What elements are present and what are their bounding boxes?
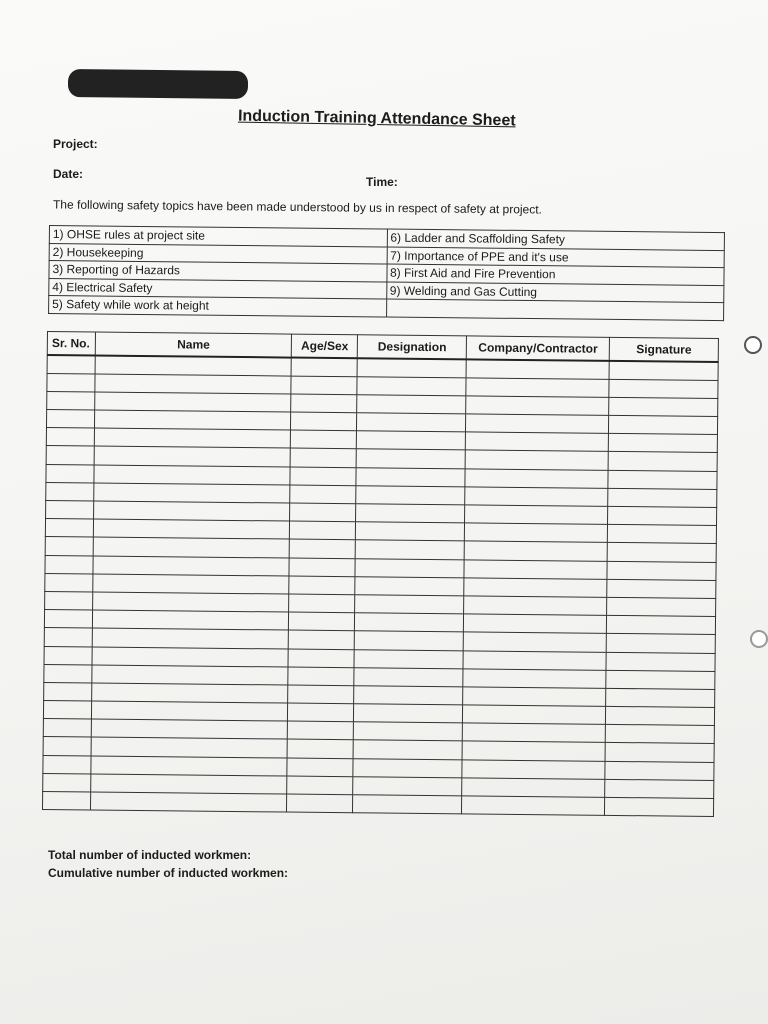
attendance-table	[42, 331, 719, 817]
attendance-cell	[606, 688, 715, 707]
attendance-cell	[462, 723, 605, 743]
attendance-cell	[466, 396, 609, 416]
attendance-cell	[289, 594, 355, 613]
attendance-cell	[354, 722, 463, 741]
topic-cell: 9) Welding and Gas Cutting	[386, 282, 724, 303]
attendance-cell	[92, 646, 289, 666]
attendance-cell	[93, 556, 290, 576]
attendance-cell	[608, 452, 717, 471]
attendance-cell	[92, 610, 289, 630]
attendance-cell	[463, 687, 606, 707]
attendance-cell	[291, 430, 357, 449]
attendance-cell	[288, 667, 354, 686]
cumulative-inducted-label: Cumulative number of inducted workmen:	[48, 866, 289, 880]
attendance-cell	[94, 410, 291, 430]
attendance-cell	[357, 413, 466, 432]
attendance-cell	[43, 701, 91, 720]
attendance-cell	[606, 706, 715, 725]
attendance-cell	[290, 539, 356, 558]
attendance-cell	[462, 778, 605, 798]
attendance-cell	[607, 579, 716, 598]
attendance-cell	[605, 725, 714, 744]
attendance-cell	[92, 683, 289, 703]
attendance-cell	[91, 719, 288, 739]
attendance-cell	[288, 649, 354, 668]
attendance-cell	[465, 450, 608, 470]
attendance-cell	[355, 558, 464, 577]
header-sr-no: Sr. No.	[47, 332, 95, 356]
attendance-cell	[47, 373, 95, 392]
document-title: Induction Training Attendance Sheet	[237, 107, 516, 130]
attendance-cell	[606, 634, 715, 653]
attendance-cell	[45, 537, 93, 556]
attendance-cell	[607, 525, 716, 544]
attendance-cell	[290, 521, 356, 540]
attendance-cell	[356, 522, 465, 541]
attendance-cell	[463, 705, 606, 725]
attendance-cell	[462, 759, 605, 779]
attendance-cell	[42, 791, 90, 810]
attendance-cell	[355, 613, 464, 632]
attendance-cell	[354, 686, 463, 705]
attendance-cell	[609, 379, 718, 398]
attendance-cell	[94, 483, 291, 503]
header-signature: Signature	[609, 337, 718, 362]
attendance-cell	[356, 504, 465, 523]
safety-topics-table	[48, 225, 725, 321]
attendance-cell	[607, 616, 716, 635]
attendance-cell	[287, 776, 353, 795]
attendance-cell	[605, 779, 714, 798]
attendance-cell	[290, 448, 356, 467]
attendance-cell	[45, 573, 93, 592]
topic-cell: 1) OHSE rules at project site	[49, 226, 387, 247]
attendance-cell	[465, 523, 608, 543]
attendance-cell	[608, 506, 717, 525]
attendance-cell	[43, 755, 91, 774]
attendance-cell	[463, 669, 606, 689]
attendance-cell	[465, 487, 608, 507]
attendance-cell	[45, 555, 93, 574]
attendance-cell	[94, 465, 291, 485]
attendance-cell	[46, 446, 94, 465]
attendance-cell	[463, 632, 606, 652]
attendance-cell	[290, 485, 356, 504]
attendance-cell	[356, 467, 465, 486]
attendance-cell	[353, 758, 462, 777]
attendance-body	[42, 355, 718, 817]
attendance-cell	[354, 649, 463, 668]
project-label: Project:	[53, 137, 98, 151]
attendance-cell	[353, 740, 462, 759]
attendance-cell	[287, 794, 353, 813]
attendance-cell	[465, 469, 608, 489]
attendance-cell	[466, 359, 609, 379]
attendance-cell	[466, 378, 609, 398]
attendance-cell	[94, 446, 291, 466]
attendance-cell	[290, 467, 356, 486]
attendance-cell	[43, 719, 91, 738]
attendance-cell	[46, 410, 94, 429]
attendance-cell	[606, 652, 715, 671]
attendance-cell	[608, 488, 717, 507]
attendance-cell	[464, 578, 607, 598]
attendance-cell	[47, 355, 95, 374]
attendance-cell	[44, 664, 92, 683]
attendance-cell	[288, 703, 354, 722]
attendance-cell	[43, 737, 91, 756]
attendance-cell	[91, 701, 288, 721]
attendance-cell	[46, 428, 94, 447]
punch-hole	[744, 336, 762, 354]
topic-cell	[386, 299, 724, 320]
topic-cell: 7) Importance of PPE and it's use	[387, 247, 725, 268]
attendance-cell	[355, 576, 464, 595]
date-label: Date:	[53, 167, 84, 181]
attendance-cell	[605, 797, 714, 816]
attendance-cell	[289, 558, 355, 577]
attendance-cell	[287, 739, 353, 758]
attendance-cell	[466, 414, 609, 434]
attendance-cell	[354, 667, 463, 686]
attendance-cell	[607, 561, 716, 580]
attendance-cell	[357, 395, 466, 414]
topic-cell: 8) First Aid and Fire Prevention	[386, 264, 724, 285]
attendance-cell	[607, 597, 716, 616]
attendance-cell	[353, 777, 462, 796]
topic-cell: 5) Safety while work at height	[49, 296, 387, 317]
attendance-cell	[46, 500, 94, 519]
attendance-cell	[289, 612, 355, 631]
attendance-cell	[464, 541, 607, 561]
attendance-cell	[607, 543, 716, 562]
attendance-cell	[609, 415, 718, 434]
topic-cell: 6) Ladder and Scaffolding Safety	[387, 229, 725, 250]
redacted-logo	[68, 69, 248, 99]
attendance-cell	[92, 628, 289, 648]
attendance-cell	[356, 486, 465, 505]
punch-hole	[750, 630, 768, 648]
attendance-cell	[291, 394, 357, 413]
attendance-cell	[95, 356, 292, 376]
attendance-cell	[93, 592, 290, 612]
attendance-cell	[291, 358, 357, 377]
attendance-cell	[288, 685, 354, 704]
attendance-cell	[464, 596, 607, 616]
attendance-cell	[44, 646, 92, 665]
attendance-cell	[608, 434, 717, 453]
attendance-cell	[355, 595, 464, 614]
header-age-sex: Age/Sex	[292, 334, 358, 358]
attendance-cell	[357, 376, 466, 395]
header-name: Name	[95, 332, 292, 358]
attendance-cell	[464, 614, 607, 634]
attendance-cell	[465, 432, 608, 452]
attendance-cell	[93, 574, 290, 594]
intro-statement: The following safety topics have been made understood by us in respect of safety at project.	[52, 197, 543, 217]
header-company: Company/Contractor	[466, 336, 609, 361]
topic-cell: 3) Reporting of Hazards	[49, 261, 387, 282]
attendance-cell	[605, 761, 714, 780]
attendance-cell	[353, 795, 462, 814]
attendance-cell	[95, 374, 292, 394]
attendance-cell	[465, 505, 608, 525]
attendance-cell	[44, 628, 92, 647]
attendance-cell	[91, 756, 288, 776]
attendance-cell	[93, 537, 290, 557]
attendance-cell	[46, 482, 94, 501]
attendance-cell	[605, 743, 714, 762]
attendance-cell	[91, 737, 288, 757]
attendance-cell	[46, 464, 94, 483]
attendance-cell	[45, 519, 93, 538]
attendance-cell	[291, 412, 357, 431]
attendance-cell	[608, 470, 717, 489]
attendance-cell	[91, 774, 288, 794]
attendance-cell	[288, 721, 354, 740]
attendance-cell	[609, 361, 718, 380]
attendance-cell	[463, 650, 606, 670]
attendance-cell	[43, 773, 91, 792]
attendance-cell	[45, 591, 93, 610]
attendance-cell	[464, 559, 607, 579]
attendance-cell	[95, 392, 292, 412]
attendance-cell	[357, 358, 466, 377]
topic-cell: 2) Housekeeping	[49, 243, 387, 264]
attendance-cell	[354, 704, 463, 723]
time-label: Time:	[366, 175, 398, 189]
attendance-cell	[289, 630, 355, 649]
attendance-cell	[47, 391, 95, 410]
attendance-cell	[291, 376, 357, 395]
header-designation: Designation	[358, 335, 467, 360]
total-inducted-label: Total number of inducted workmen:	[48, 848, 252, 862]
attendance-cell	[462, 741, 605, 761]
attendance-cell	[93, 519, 290, 539]
topic-cell: 4) Electrical Safety	[49, 278, 387, 299]
attendance-cell	[287, 758, 353, 777]
attendance-cell	[92, 665, 289, 685]
attendance-cell	[357, 431, 466, 450]
attendance-cell	[94, 428, 291, 448]
attendance-cell	[44, 610, 92, 629]
attendance-cell	[290, 503, 356, 522]
attendance-cell	[90, 792, 287, 812]
attendance-cell	[93, 501, 290, 521]
attendance-cell	[44, 682, 92, 701]
attendance-cell	[356, 449, 465, 468]
attendance-cell	[355, 631, 464, 650]
attendance-cell	[609, 397, 718, 416]
attendance-cell	[289, 576, 355, 595]
attendance-cell	[355, 540, 464, 559]
attendance-cell	[606, 670, 715, 689]
attendance-cell	[462, 796, 605, 816]
